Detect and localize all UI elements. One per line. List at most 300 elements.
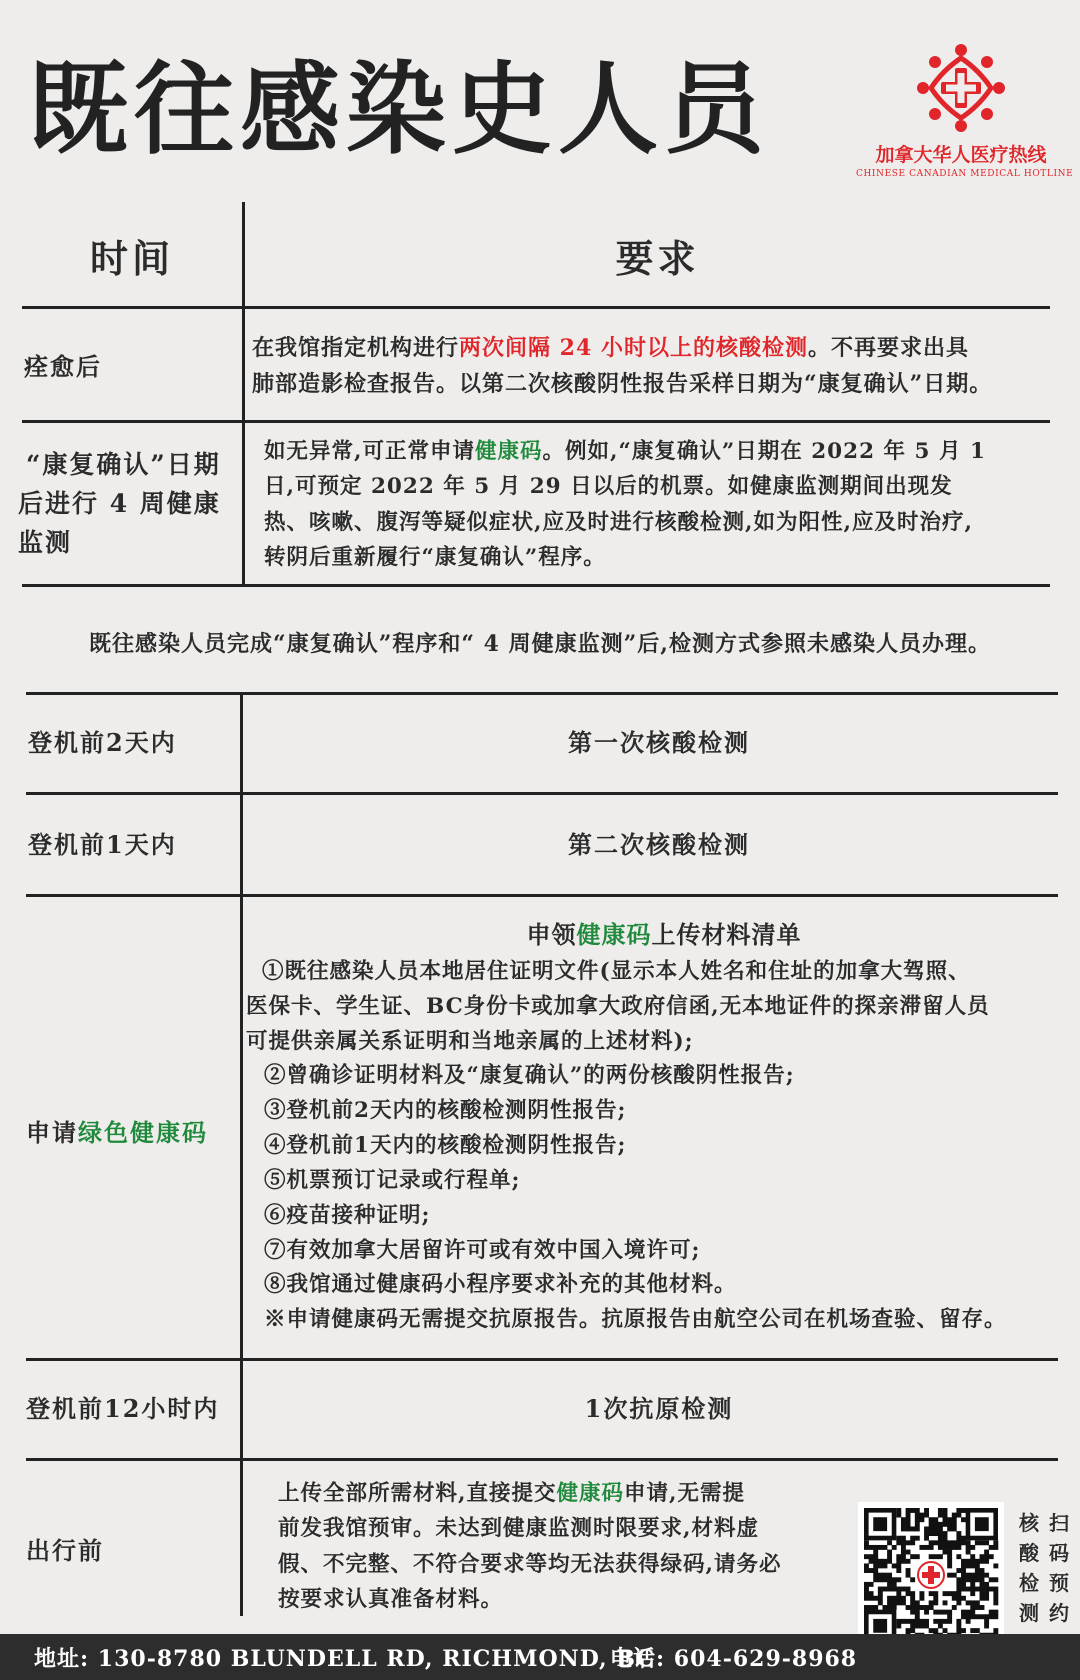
qr-module [924, 1513, 929, 1518]
qr-module [984, 1582, 989, 1587]
qr-module [910, 1540, 915, 1545]
qr-module [901, 1536, 906, 1541]
qr-module [993, 1577, 998, 1582]
qr-module [906, 1587, 911, 1592]
qr-module [882, 1563, 887, 1568]
qr-module [943, 1628, 948, 1633]
qr-module [910, 1619, 915, 1624]
row-before-travel-label: 出行前 [26, 1536, 104, 1565]
qr-module [864, 1563, 869, 1568]
qr-module [882, 1605, 887, 1610]
qr-module [873, 1563, 878, 1568]
qr-module [906, 1619, 911, 1624]
qr-module [993, 1591, 998, 1596]
qr-module [915, 1619, 920, 1624]
medical-cross-icon [913, 40, 1009, 136]
qr-module [975, 1628, 980, 1633]
table2-line-2 [26, 894, 1058, 897]
qr-module [961, 1517, 966, 1522]
qr-module [896, 1596, 901, 1601]
qr-module [864, 1605, 869, 1610]
qr-module [915, 1526, 920, 1531]
qr-module [938, 1610, 943, 1615]
qr-module [892, 1605, 897, 1610]
qr-finder [873, 1517, 887, 1531]
qr-module [961, 1536, 966, 1541]
qr-module [929, 1554, 934, 1559]
qr-module [938, 1508, 943, 1513]
highlight-green: 健康码 [556, 1481, 625, 1506]
table2-line-4 [26, 1458, 1058, 1461]
qr-module [887, 1573, 892, 1578]
qr-module [910, 1526, 915, 1531]
qr-module [933, 1554, 938, 1559]
qr-module [993, 1587, 998, 1592]
highlight-green: 健康码 [576, 920, 652, 949]
qr-module [993, 1600, 998, 1605]
qr-module [966, 1559, 971, 1564]
qr-module [878, 1600, 883, 1605]
qr-module [943, 1513, 948, 1518]
text-line: 转阴后重新履行“康复确认”程序。 [264, 545, 606, 571]
qr-module [929, 1522, 934, 1527]
qr-module [882, 1573, 887, 1578]
qr-module [947, 1610, 952, 1615]
qr-module [980, 1587, 985, 1592]
qr-module [933, 1619, 938, 1624]
qr-module [956, 1577, 961, 1582]
qr-module [929, 1628, 934, 1633]
qr-module [952, 1526, 957, 1531]
qr-module [901, 1526, 906, 1531]
qr-module [956, 1624, 961, 1629]
qr-module [873, 1568, 878, 1573]
qr-module [864, 1596, 869, 1601]
qr-module [919, 1596, 924, 1601]
qr-module [878, 1591, 883, 1596]
qr-module [966, 1577, 971, 1582]
qr-module [892, 1545, 897, 1550]
qr-module [970, 1600, 975, 1605]
qr-module [929, 1540, 934, 1545]
qr-module [910, 1577, 915, 1582]
qr-module [887, 1582, 892, 1587]
qr-module [984, 1619, 989, 1624]
qr-module [970, 1573, 975, 1578]
materials-heading [250, 916, 1078, 955]
qr-module [993, 1628, 998, 1633]
qr-module [956, 1513, 961, 1518]
qr-module [896, 1513, 901, 1518]
list-item: ④登机前1天内的核酸检测阴性报告; [264, 1133, 627, 1159]
qr-module [873, 1559, 878, 1564]
qr-module [910, 1536, 915, 1541]
qr-center-cross [922, 1572, 940, 1578]
text-segment: 如无异常,可正常申请 [264, 439, 475, 464]
qr-module [933, 1522, 938, 1527]
qr-module [938, 1619, 943, 1624]
qr-module [961, 1573, 966, 1578]
text-segment: 申请,无需提 [624, 1481, 746, 1506]
qr-module [933, 1540, 938, 1545]
qr-module [924, 1526, 929, 1531]
qr-module [956, 1591, 961, 1596]
qr-module [929, 1605, 934, 1610]
header-requirement: 要求 [615, 236, 700, 281]
qr-module [878, 1573, 883, 1578]
qr-module [882, 1577, 887, 1582]
qr-module [906, 1522, 911, 1527]
qr-module [864, 1568, 869, 1573]
qr-module [938, 1536, 943, 1541]
qr-module [887, 1577, 892, 1582]
qr-module [947, 1522, 952, 1527]
qr-module [933, 1600, 938, 1605]
qr-module [892, 1582, 897, 1587]
qr-module [938, 1540, 943, 1545]
qr-module [864, 1591, 869, 1596]
qr-module [956, 1545, 961, 1550]
qr-module [975, 1563, 980, 1568]
qr-module [919, 1545, 924, 1550]
qr-module [989, 1545, 994, 1550]
qr-module [906, 1550, 911, 1555]
table2-line-1 [26, 792, 1058, 795]
qr-module [966, 1540, 971, 1545]
qr-module [919, 1605, 924, 1610]
qr-module [975, 1568, 980, 1573]
qr-module [896, 1554, 901, 1559]
label-line: 监测 [18, 527, 73, 557]
qr-module [892, 1600, 897, 1605]
qr-module [873, 1554, 878, 1559]
row-2days-text: 第一次核酸检测 [568, 728, 750, 757]
qr-module [910, 1628, 915, 1633]
qr-module [882, 1545, 887, 1550]
qr-module [970, 1563, 975, 1568]
middle-note: 既往感染人员完成“康复确认”程序和“ 4 周健康监测”后,检测方式参照未感染人员办理。 [89, 631, 991, 657]
qr-module [956, 1628, 961, 1633]
qr-module [943, 1522, 948, 1527]
qr-module [980, 1559, 985, 1564]
highlight-green: 健康码 [475, 439, 543, 464]
label-line: “康复确认”日期 [26, 450, 221, 479]
qr-module [892, 1577, 897, 1582]
qr-module [933, 1610, 938, 1615]
table1-line-3 [22, 584, 1050, 587]
qr-module [993, 1540, 998, 1545]
qr-module [970, 1559, 975, 1564]
list-item: 医保卡、学生证、BC身份卡或加拿大政府信函,无本地证件的探亲滞留人员 [246, 993, 990, 1019]
qr-module [956, 1540, 961, 1545]
qr-finder [975, 1517, 989, 1531]
table2-line-3 [26, 1358, 1058, 1361]
qr-module [961, 1628, 966, 1633]
qr-module [901, 1587, 906, 1592]
qr-module [896, 1536, 901, 1541]
qr-module [938, 1522, 943, 1527]
list-note: ※申请健康码无需提交抗原报告。抗原报告由航空公司在机场查验、留存。 [264, 1307, 1007, 1333]
row-1day-text: 第二次核酸检测 [568, 830, 750, 859]
qr-module [915, 1522, 920, 1527]
qr-module [919, 1619, 924, 1624]
qr-module [970, 1605, 975, 1610]
qr-module [915, 1513, 920, 1518]
qr-module [892, 1587, 897, 1592]
qr-module [966, 1614, 971, 1619]
qr-module [938, 1624, 943, 1629]
qr-module [984, 1559, 989, 1564]
row-before-travel-text [278, 1476, 838, 1618]
qr-module [924, 1619, 929, 1624]
qr-module [929, 1531, 934, 1536]
qr-module [901, 1522, 906, 1527]
qr-module [869, 1582, 874, 1587]
qr-module [966, 1600, 971, 1605]
qr-module [896, 1577, 901, 1582]
row-monitoring-label [18, 446, 240, 562]
qr-module [970, 1610, 975, 1615]
qr-module [901, 1550, 906, 1555]
qr-module [910, 1624, 915, 1629]
qr-module [882, 1559, 887, 1564]
qr-module [924, 1508, 929, 1513]
qr-module [938, 1554, 943, 1559]
qr-module [980, 1614, 985, 1619]
qr-module [956, 1587, 961, 1592]
qr-module [919, 1513, 924, 1518]
table1-line-2 [22, 420, 1050, 423]
qr-module [943, 1600, 948, 1605]
qr-module [947, 1540, 952, 1545]
qr-module [933, 1517, 938, 1522]
qr-module [933, 1531, 938, 1536]
list-item: ⑧我馆通过健康码小程序要求补充的其他材料。 [264, 1272, 737, 1298]
qr-module [906, 1517, 911, 1522]
qr-module [887, 1550, 892, 1555]
qr-module [878, 1577, 883, 1582]
list-item: ⑥疫苗接种证明; [264, 1202, 431, 1228]
qr-module [984, 1550, 989, 1555]
qr-module [943, 1517, 948, 1522]
qr-module [929, 1545, 934, 1550]
qr-module [984, 1573, 989, 1578]
qr-module [966, 1545, 971, 1550]
qr-module [966, 1550, 971, 1555]
footer-bar [0, 1634, 1080, 1680]
table2-line-top [26, 692, 1058, 695]
qr-module [873, 1605, 878, 1610]
qr-module [896, 1563, 901, 1568]
qr-module [887, 1559, 892, 1564]
qr-module [901, 1596, 906, 1601]
qr-module [943, 1531, 948, 1536]
qr-module [919, 1591, 924, 1596]
qr-module [906, 1513, 911, 1518]
qr-module [915, 1536, 920, 1541]
qr-code[interactable] [858, 1502, 1004, 1648]
text-line: 假、不完整、不符合要求等均无法获得绿码,请务必 [278, 1551, 782, 1577]
text-segment: 在我馆指定机构进行 [252, 335, 460, 361]
qr-module [896, 1600, 901, 1605]
qr-module [961, 1540, 966, 1545]
qr-module [896, 1540, 901, 1545]
qr-module [929, 1600, 934, 1605]
qr-module [901, 1545, 906, 1550]
qr-module [869, 1596, 874, 1601]
qr-module [892, 1563, 897, 1568]
qr-module [989, 1554, 994, 1559]
qr-caption-text: 扫码预约 [1049, 1511, 1069, 1625]
qr-caption-col2 [1016, 1508, 1042, 1628]
qr-module [906, 1508, 911, 1513]
qr-module [956, 1600, 961, 1605]
qr-module [984, 1596, 989, 1601]
qr-module [943, 1610, 948, 1615]
qr-module [878, 1559, 883, 1564]
logo-name-cn: 加拿大华人医疗热线 [875, 144, 1047, 166]
qr-module [984, 1554, 989, 1559]
text-line: 前发我馆预审。未达到健康监测时限要求,材料虚 [278, 1516, 759, 1542]
row-1day-label: 登机前1天内 [28, 830, 177, 859]
qr-module [896, 1591, 901, 1596]
text-segment: 申请 [26, 1118, 78, 1147]
qr-module [910, 1591, 915, 1596]
qr-module [864, 1545, 869, 1550]
table1-line-1 [22, 306, 1050, 309]
qr-module [915, 1554, 920, 1559]
qr-module [966, 1610, 971, 1615]
qr-module [984, 1591, 989, 1596]
row-recovered-label: 痊愈后 [24, 352, 102, 381]
qr-module [910, 1508, 915, 1513]
footer-phone[interactable]: 电话: 604-629-8968 [610, 1646, 858, 1672]
label-line: 后进行 4 周健康 [18, 488, 221, 518]
qr-module [980, 1540, 985, 1545]
text-segment: 。不再要求出具 [807, 335, 969, 361]
qr-module [915, 1517, 920, 1522]
qr-module [993, 1563, 998, 1568]
qr-module [896, 1508, 901, 1513]
qr-module [980, 1605, 985, 1610]
qr-module [933, 1596, 938, 1601]
qr-module [906, 1559, 911, 1564]
qr-module [961, 1563, 966, 1568]
qr-module [952, 1605, 957, 1610]
qr-module [887, 1605, 892, 1610]
qr-module [924, 1531, 929, 1536]
qr-module [961, 1582, 966, 1587]
text-segment: 上传全部所需材料,直接提交 [278, 1481, 557, 1506]
qr-module [952, 1545, 957, 1550]
qr-module [878, 1596, 883, 1601]
qr-module [970, 1577, 975, 1582]
list-item: ②曾确诊证明材料及“康复确认”的两份核酸阴性报告; [264, 1063, 795, 1089]
page-title: 既往感染史人员 [28, 50, 770, 168]
qr-module [993, 1614, 998, 1619]
qr-module [984, 1624, 989, 1629]
qr-module [901, 1559, 906, 1564]
qr-module [915, 1600, 920, 1605]
qr-module [869, 1554, 874, 1559]
qr-module [956, 1596, 961, 1601]
qr-module [919, 1517, 924, 1522]
qr-module [873, 1550, 878, 1555]
qr-module [943, 1591, 948, 1596]
qr-module [938, 1531, 943, 1536]
qr-module [961, 1568, 966, 1573]
qr-module [906, 1573, 911, 1578]
qr-module [975, 1540, 980, 1545]
qr-module [933, 1526, 938, 1531]
highlight-green: 绿色健康码 [78, 1118, 208, 1147]
qr-module [993, 1545, 998, 1550]
text-line: 热、咳嗽、腹泻等疑似症状,应及时进行核酸检测,如为阳性,应及时治疗, [264, 509, 973, 535]
qr-module [901, 1517, 906, 1522]
qr-module [873, 1545, 878, 1550]
qr-module [980, 1568, 985, 1573]
qr-module [984, 1540, 989, 1545]
qr-module [975, 1559, 980, 1564]
qr-module [947, 1550, 952, 1555]
qr-module [887, 1554, 892, 1559]
qr-module [933, 1591, 938, 1596]
highlight-red: 两次间隔 24 小时以上的核酸检测 [459, 335, 808, 361]
qr-module [896, 1568, 901, 1573]
qr-module [989, 1614, 994, 1619]
qr-module [989, 1610, 994, 1615]
qr-module [896, 1624, 901, 1629]
list-item: ⑦有效加拿大居留许可或有效中国入境许可; [264, 1237, 701, 1263]
qr-module [961, 1559, 966, 1564]
qr-module [966, 1619, 971, 1624]
qr-module [938, 1513, 943, 1518]
qr-module [864, 1554, 869, 1559]
qr-module [975, 1573, 980, 1578]
qr-module [882, 1587, 887, 1592]
qr-module [975, 1614, 980, 1619]
qr-module [901, 1619, 906, 1624]
qr-module [887, 1540, 892, 1545]
qr-module [943, 1508, 948, 1513]
qr-module [956, 1508, 961, 1513]
qr-module [961, 1610, 966, 1615]
qr-module [947, 1517, 952, 1522]
list-item: ①既往感染人员本地居住证明文件(显示本人姓名和住址的加拿大驾照、 [262, 958, 971, 984]
qr-module [906, 1526, 911, 1531]
qr-module [943, 1619, 948, 1624]
qr-code-icon [858, 1502, 1004, 1648]
qr-module [873, 1596, 878, 1601]
qr-module [970, 1591, 975, 1596]
qr-module [947, 1545, 952, 1550]
qr-module [906, 1540, 911, 1545]
qr-module [947, 1591, 952, 1596]
qr-module [896, 1587, 901, 1592]
footer-address: 地址: 130-8780 BLUNDELL RD, RICHMOND, BC [34, 1646, 655, 1672]
qr-module [947, 1619, 952, 1624]
qr-module [966, 1563, 971, 1568]
qr-module [956, 1568, 961, 1573]
qr-module [952, 1596, 957, 1601]
qr-module [915, 1624, 920, 1629]
qr-module [952, 1540, 957, 1545]
qr-module [906, 1628, 911, 1633]
qr-module [919, 1624, 924, 1629]
text-segment: 上传材料清单 [651, 920, 802, 949]
qr-module [910, 1605, 915, 1610]
qr-module [910, 1610, 915, 1615]
